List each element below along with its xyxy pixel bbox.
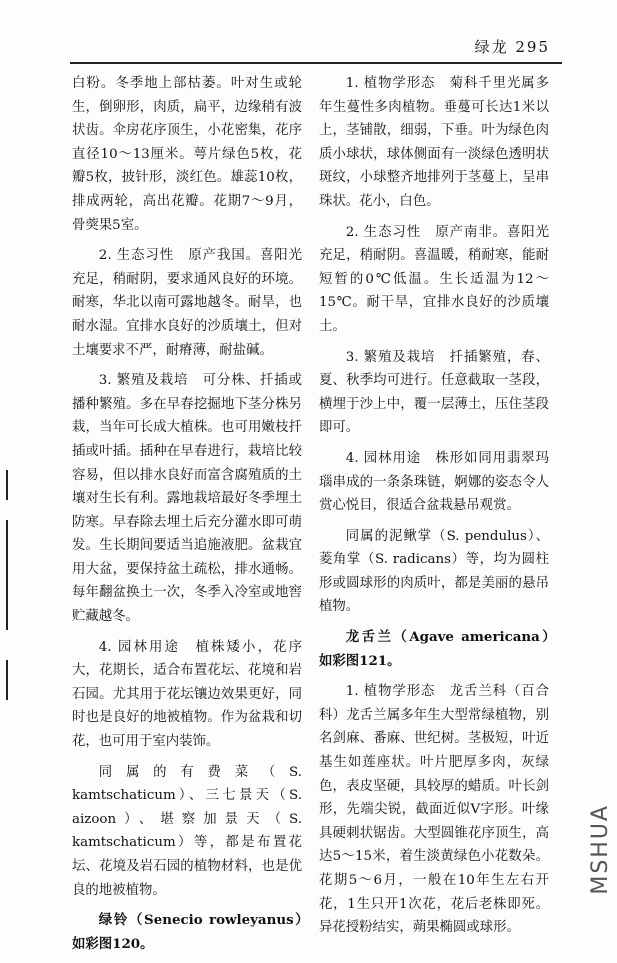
right-column [319, 72, 563, 947]
entry-heading: 龙舌兰（Agave americana） 如彩图121。 [319, 629, 563, 669]
page-header [70, 36, 560, 60]
paragraph: 3. 繁殖及栽培 扦插繁殖，春、夏、秋季均可进行。任意截取一茎段，横埋于沙上中，覆一层薄土，压住茎段即可。 [319, 349, 549, 436]
paragraph: 1. 植物学形态 菊科千里光属多年生蔓性多肉植物。垂蔓可长达1米以上，茎铺散，细弱，下垂。叶为绿色肉质小球状，球体侧面有一淡绿色透明状斑纹，小球整齐地排列于茎蔓上，呈串珠状。花小，白色。 [319, 76, 549, 209]
margin-bar [6, 660, 8, 700]
paragraph: 4. 园林用途 株形如同用翡翠玛瑙串成的一条条珠链，婀娜的姿态令人赏心悦目，很适合盆栽悬吊观赏。 [319, 450, 549, 514]
paragraph: 同属的有费菜（S. kamtschaticum）、三七景天（S. aizoon）、堪察加景天（S. kamtschaticum）等，都是布置花坛、花境及岩石园的植物材料，也是优良的地被植物。 [72, 764, 302, 898]
margin-bar [6, 520, 8, 630]
paragraph: 4. 园林用途 植株矮小，花序大，花期长，适合布置花坛、花境和岩石园。尤其用于花坛镶边效果更好，同时也是良好的地被植物。作为盆栽和切花，也可用于室内装饰。 [72, 639, 302, 750]
header-rule [70, 62, 562, 64]
paragraph: 2. 生态习性 原产我国。喜阳光充足，稍耐阴，要求通风良好的环境。耐寒，华北以南可露地越冬。耐旱，也耐水湿。宜排水良好的沙质壤土，但对土壤要求不严，耐瘠薄，耐盐碱。 [72, 248, 302, 358]
paragraph: 3. 繁殖及栽培 可分株、扦插或播种繁殖。多在早春挖掘地下茎分株另栽，当年可长成大植株。也可用嫩枝扦插或叶插。插种在早春进行，栽培比较容易，但以排水良好而富含腐殖质的土壤对生长有利。露地栽培最好冬季埋土防寒。早春除去埋土后充分灌水即可萌发。生长期间要适当追施液肥。盆栽宜用大盆，要保持盆土疏松，排水通畅。每年翻盆换土一次，冬季入冷室或地窖贮藏越冬。 [72, 373, 302, 625]
left-column [72, 72, 316, 963]
paragraph: 2. 生态习性 原产南非。喜阳光充足，稍耐阴。喜温暖，稍耐寒，能耐短暂的0℃低温。生长适温为12～15℃。耐干旱，宜排水良好的沙质壤土。 [319, 224, 549, 334]
running-head: 绿龙 295 [474, 38, 550, 56]
margin-bar [6, 470, 8, 500]
watermark: MSHUA [588, 804, 613, 895]
paragraph: 同属的泥鳅掌（S. pendulus）、菱角掌（S. radicans）等，均为圆柱形或圆球形的肉质叶，都是美丽的悬吊植物。 [319, 528, 549, 615]
paragraph: 白粉。冬季地上部枯萎。叶对生或轮生，倒卵形，肉质，扁平，边缘稍有波状齿。伞房花序顶生，小花密集，花序直径10～13厘米。萼片绿色5枚，花瓣5枚，披针形，淡红色。雄蕊10枚，排成两轮，高出花瓣。花期7～9月，骨葖果5室。 [72, 76, 302, 233]
entry-heading: 绿铃（Senecio rowleyanus） 如彩图120。 [72, 912, 316, 952]
paragraph: 1. 植物学形态 龙舌兰科（百合科）龙舌兰属多年生大型常绿植物，别名剑麻、番麻、世纪树。茎极短，叶近基生如莲座状。叶片肥厚多肉，灰绿色，表皮坚硬，具较厚的蜡质。叶长剑形，先端尖锐，截面近似V字形。叶缘具硬刺状锯齿。大型圆锥花序顶生，高达5～15米，着生淡黄绿色小花数朵。花期5～6月，一般在10年生左右开花，1生只开1次花，花后老株即死。异花授粉结实，蒴果椭圆或球形。 [319, 684, 549, 936]
